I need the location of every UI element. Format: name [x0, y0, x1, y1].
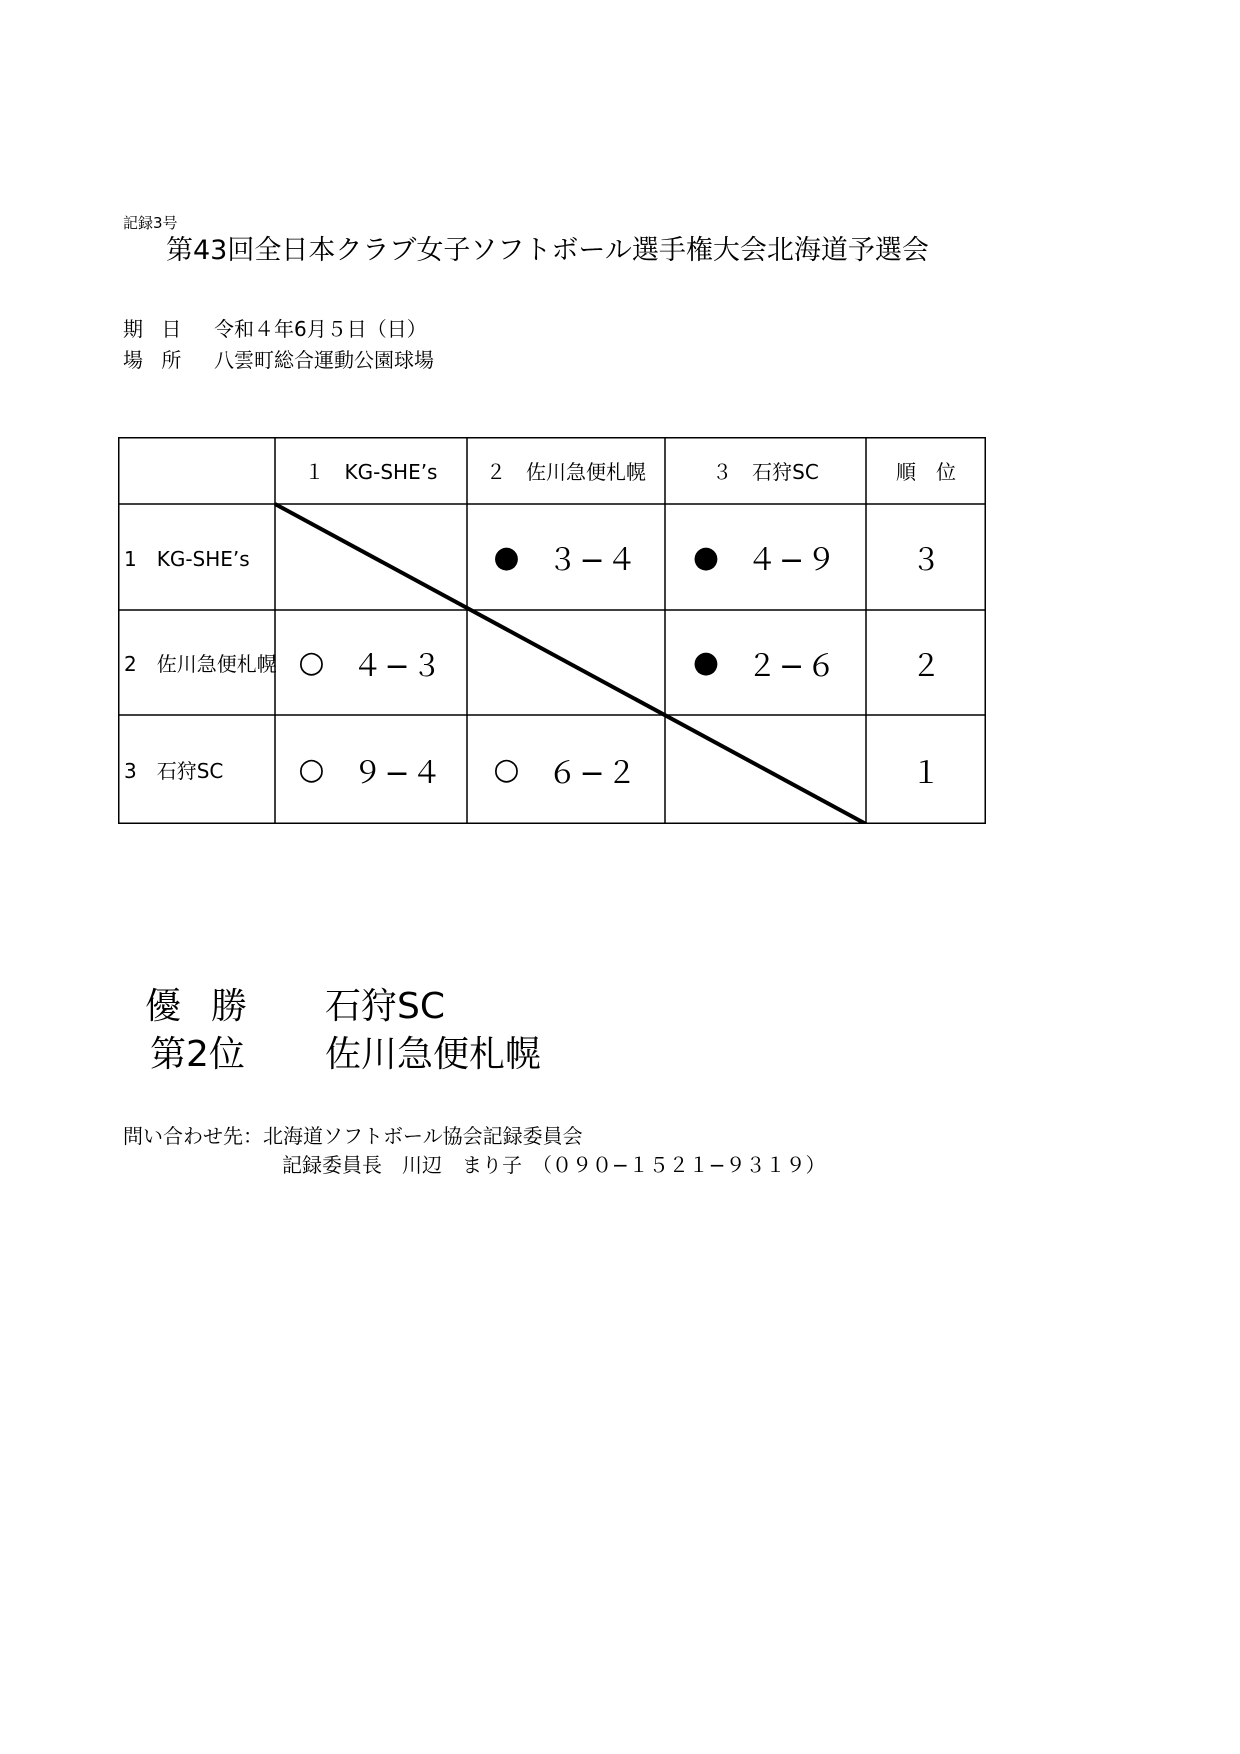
rank-value: ２ — [911, 648, 941, 684]
loss-mark-icon: ● — [692, 539, 722, 575]
results-table — [118, 437, 986, 824]
score-value: ６−２ — [547, 755, 639, 791]
col-header-rank: 順 位 — [896, 460, 956, 484]
rank-value: １ — [911, 755, 941, 791]
date-value: 令和４年6月５日（日） — [214, 317, 427, 341]
score-cell — [275, 610, 467, 715]
row-header-sagawa: 2 佐川急便札幌 — [124, 652, 277, 676]
score-value: ９−４ — [352, 755, 444, 791]
date-label: 期 日 — [123, 317, 188, 341]
row-header-ishikari: 3 石狩SC — [124, 759, 224, 783]
score-cell — [467, 504, 665, 610]
second-place-label: 第2位 — [150, 1034, 245, 1075]
record-number: 記録3号 — [123, 214, 178, 232]
loss-mark-icon: ● — [692, 645, 722, 680]
score-cell — [467, 715, 665, 824]
score-cell — [665, 504, 866, 610]
score-value: ４−９ — [747, 543, 839, 578]
loss-mark-icon: ● — [493, 539, 522, 575]
col-header-ishikari: ３ 石狩SC — [712, 460, 819, 484]
win-mark-icon: ○ — [493, 752, 522, 787]
venue-value: 八雲町総合運動公園球場 — [214, 348, 434, 372]
champion-label: 優勝 — [145, 986, 278, 1027]
col-header-sagawa: ２ 佐川急便札幌 — [486, 460, 646, 484]
score-value: ２−６ — [747, 648, 839, 684]
score-cell — [665, 610, 866, 715]
score-cell — [275, 715, 467, 824]
contact-label: 問い合わせ先：北海道ソフトボール協会記録委員会 — [123, 1124, 583, 1148]
col-header-kg-shes: １ KG-SHE’s — [304, 460, 438, 484]
venue-label: 場 所 — [123, 348, 188, 372]
win-mark-icon: ○ — [298, 752, 327, 787]
win-mark-icon: ○ — [298, 645, 327, 680]
page-title: 第43回全日本クラブ女子ソフトボール選手権大会北海道予選会 — [166, 235, 929, 266]
contact-person: 記録委員長 川辺 まり子 （０９０−１５２１−９３１９） — [282, 1153, 826, 1177]
row-header-kg-shes: 1 KG-SHE’s — [124, 546, 250, 571]
champion-value: 石狩SC — [325, 986, 445, 1027]
second-place-value: 佐川急便札幌 — [325, 1034, 542, 1075]
score-value: ３−４ — [547, 543, 639, 578]
score-value: ４−３ — [352, 648, 444, 684]
rank-value: ３ — [911, 543, 941, 578]
